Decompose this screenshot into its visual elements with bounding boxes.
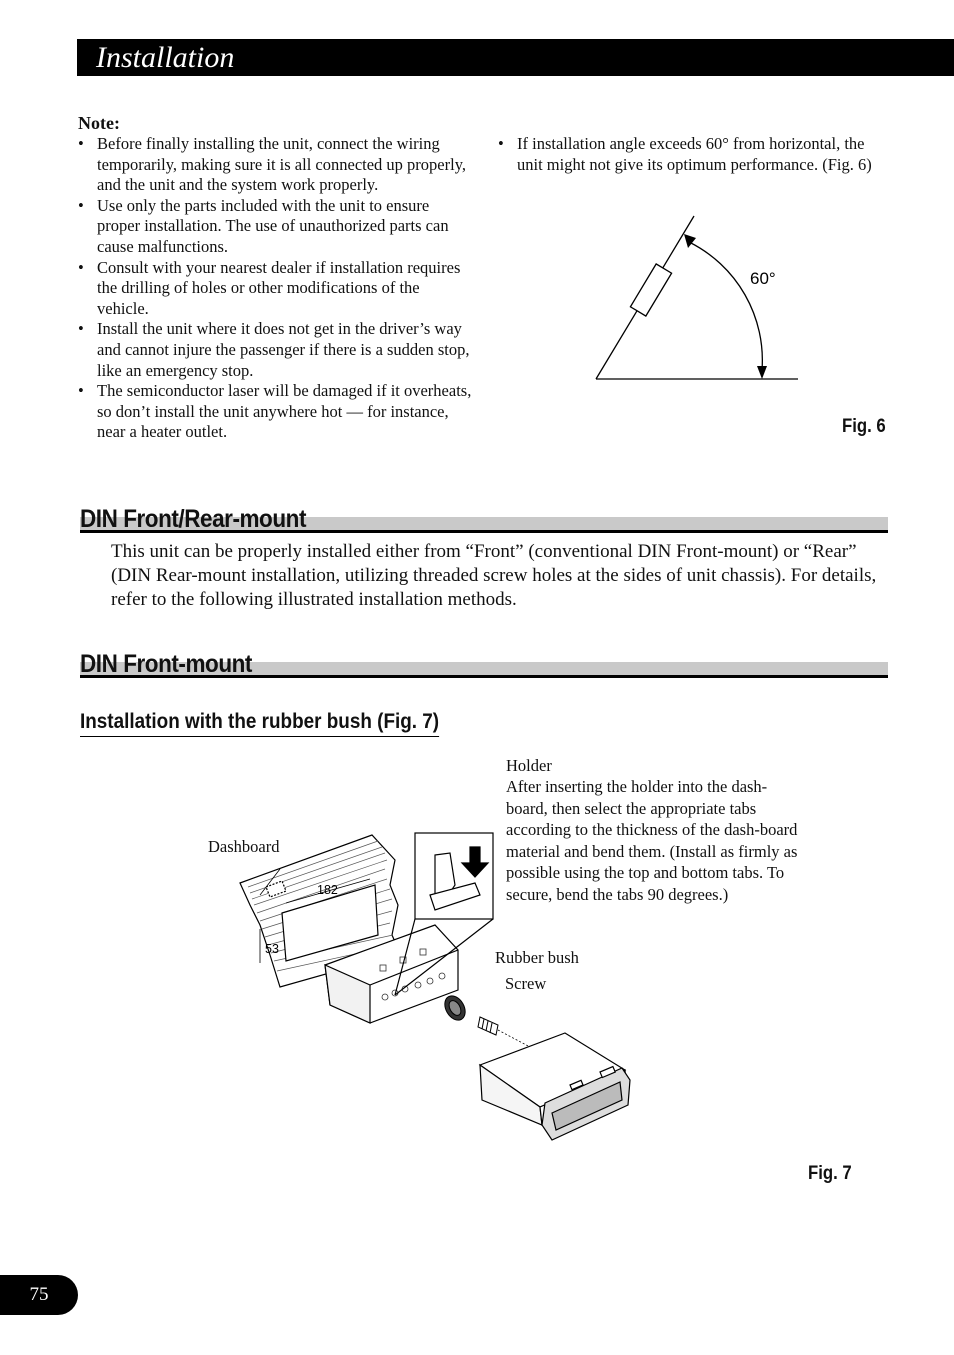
- dashboard-label: Dashboard: [208, 837, 280, 856]
- unit-rectangle: [630, 264, 671, 316]
- note-item: • If installation angle exceeds 60° from horizontal, the unit might not give its optimum performance. (Fig. 6): [498, 134, 883, 175]
- rubber-bush: [441, 992, 470, 1024]
- fig6-angle-diagram: [585, 210, 815, 390]
- dimension-height: 53: [265, 942, 279, 956]
- section-heading-front: [80, 650, 888, 678]
- section-body-front-rear: This unit can be properly installed either from “Front” (conventional DIN Front-mount) or “Rear” (DIN Rear-mount installation, utilizing threaded screw holes at the sides of unit chassis). For details, refer to the following illustrated installation methods.: [111, 541, 877, 610]
- alignment-dashed-line: [498, 1030, 530, 1047]
- dimension-width: 182: [317, 883, 338, 897]
- rubber-bush-label: Rubber bush: [495, 948, 579, 967]
- subheading-rubber-bush: Installation with the rubber bush (Fig. 7): [80, 710, 439, 737]
- notes-list-left: [78, 134, 473, 443]
- section-heading-front-rear: [80, 505, 888, 533]
- note-item: • The semiconductor laser will be damaged if it overheats, so don’t install the unit anywhere hot — for instance, near a heater outlet.: [78, 381, 473, 443]
- note-item: • Install the unit where it does not get in the driver’s way and cannot injure the passenger if there is a sudden stop, like an emergency stop.: [78, 319, 473, 381]
- holder-description: After inserting the holder into the dash-board, then select the appropriate tabs according to the thickness of the dash-board material and bend them. (Install as firmly as possible using the top and bottom tabs. To secure, bend the tabs 90 degrees.): [506, 777, 798, 904]
- angle-arc: [689, 242, 762, 370]
- angle-label: 60°: [750, 269, 776, 288]
- note-item: • Consult with your nearest dealer if installation requires the drilling of holes or other modifications of the vehicle.: [78, 258, 473, 320]
- note-item: • Use only the parts included with the unit to ensure proper installation. The use of unauthorized parts can cause malfunctions.: [78, 196, 473, 258]
- screw-label: Screw: [505, 974, 547, 993]
- note-item: • Before finally installing the unit, connect the wiring temporarily, making sure it is all connected up properly, and the unit and the system work properly.: [78, 134, 473, 196]
- fig7-caption: Fig. 7: [808, 1163, 852, 1184]
- section-title: DIN Front-mount: [80, 650, 252, 678]
- fig7-installation-diagram: [230, 825, 650, 1145]
- arrow-head-top: [684, 234, 696, 248]
- page-title: Installation: [96, 41, 235, 74]
- holder-title: Holder: [506, 756, 552, 775]
- note-heading: Note:: [78, 113, 120, 133]
- page-title-bar: [77, 39, 954, 76]
- head-unit: [480, 1033, 630, 1140]
- arrow-head-bottom: [757, 366, 767, 379]
- section-title: DIN Front/Rear-mount: [80, 505, 306, 533]
- fig6-caption: Fig. 6: [842, 416, 886, 437]
- screw: [478, 1017, 498, 1035]
- page-number: 75: [0, 1275, 78, 1315]
- notes-list-right: [498, 134, 883, 175]
